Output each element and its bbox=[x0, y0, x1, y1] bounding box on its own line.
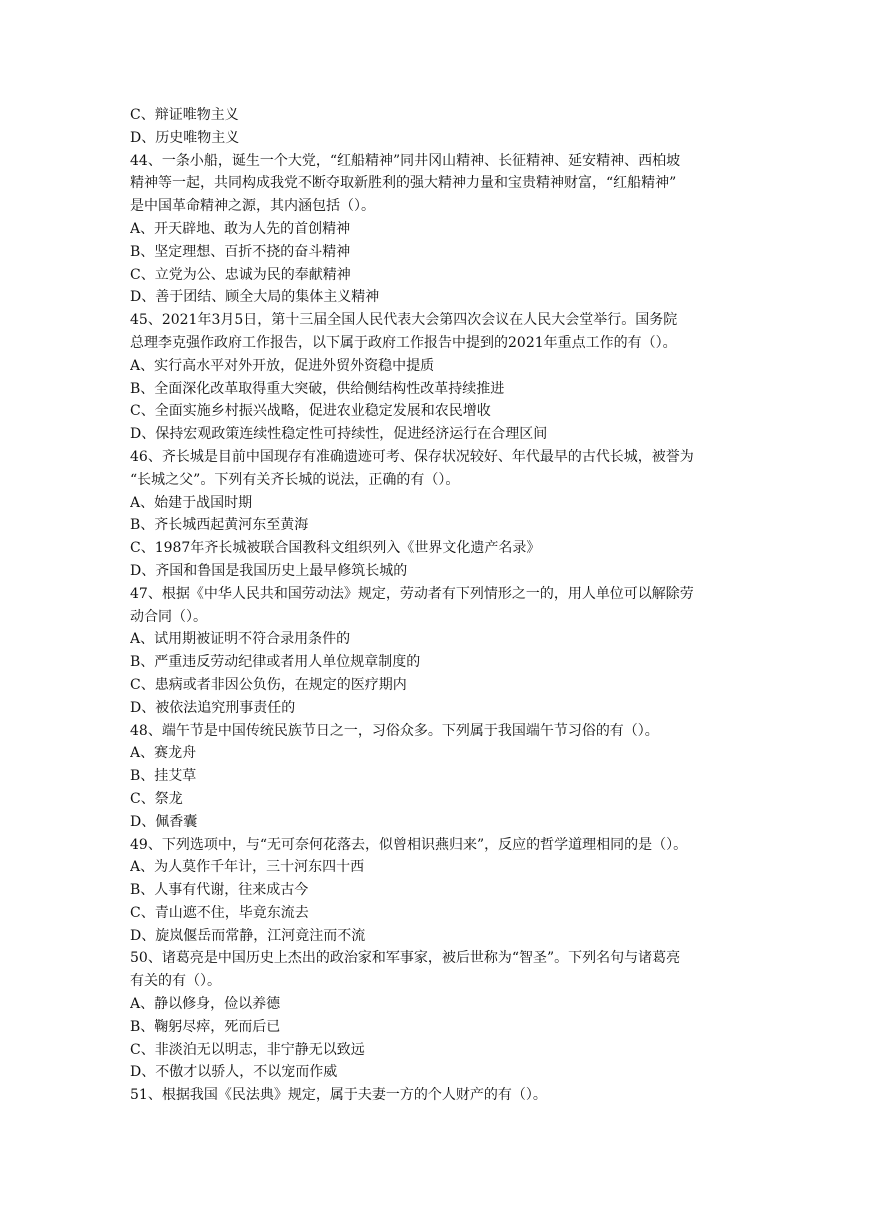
option-line: B、严重违反劳动纪律或者用人单位规章制度的 bbox=[130, 654, 421, 671]
text-line: “长城之父”。下列有关齐长城的说法，正确的有（）。 bbox=[130, 471, 460, 488]
text-line: 动合同（）。 bbox=[130, 608, 207, 625]
text-line: C、辩证唯物主义 bbox=[130, 107, 239, 123]
option-line: C、立党为公、忠诚为民的奉献精神 bbox=[130, 266, 351, 283]
question-46-line: 46、齐长城是目前中国现存有准确遗迹可考、保存状况较好、年代最早的古代长城，被誉为 bbox=[130, 448, 694, 465]
option-line: C、非淡泊无以明志，非宁静无以致远 bbox=[130, 1041, 365, 1058]
option-line: D、不傲才以骄人，不以宠而作威 bbox=[130, 1064, 338, 1081]
text-line: 总理李克强作政府工作报告，以下属于政府工作报告中提到的2021年重点工作的有（）。 bbox=[130, 334, 677, 351]
question-48-line: 48、端午节是中国传统民族节日之一，习俗众多。下列属于我国端午节习俗的有（）。 bbox=[130, 722, 659, 739]
option-line: C、青山遮不住，毕竟东流去 bbox=[130, 904, 309, 921]
option-line: B、鞠躬尽瘁，死而后已 bbox=[130, 1018, 281, 1035]
question-49-line: 49、下列选项中，与“无可奈何花落去，似曾相识燕归来”，反应的哲学道理相同的是（）。 bbox=[130, 836, 688, 853]
option-line: D、保持宏观政策连续性稳定性可持续性，促进经济运行在合理区间 bbox=[130, 426, 548, 443]
option-line: A、开天辟地、敢为人先的首创精神 bbox=[130, 220, 351, 237]
text-line: D、历史唯物主义 bbox=[130, 129, 240, 146]
option-line: D、善于团结、顾全大局的集体主义精神 bbox=[130, 289, 380, 306]
question-50-line: 50、诸葛亮是中国历史上杰出的政治家和军事家，被后世称为“智圣”。下列名句与诸葛亮 bbox=[130, 950, 681, 967]
option-line: A、静以修身，俭以养德 bbox=[130, 996, 281, 1013]
option-line: C、患病或者非因公负伤，在规定的医疗期内 bbox=[130, 676, 407, 693]
option-line: A、始建于战国时期 bbox=[130, 494, 253, 511]
question-47-line: 47、根据《中华人民共和国劳动法》规定，劳动者有下列情形之一的，用人单位可以解除劳 bbox=[130, 585, 694, 602]
option-line: A、试用期被证明不符合录用条件的 bbox=[130, 631, 351, 648]
option-line: B、坚定理想、百折不挠的奋斗精神 bbox=[130, 243, 351, 260]
option-line: B、齐长城西起黄河东至黄海 bbox=[130, 517, 309, 534]
option-line: A、为人莫作千年计，三十河东四十西 bbox=[130, 859, 365, 876]
text-line: 有关的有（）。 bbox=[130, 973, 221, 990]
question-44-line: 44、一条小船，诞生一个大党，“红船精神”同井冈山精神、长征精神、延安精神、西柏坡 bbox=[130, 152, 681, 169]
option-line: B、人事有代谢，往来成古今 bbox=[130, 882, 309, 899]
option-line: D、旋岚偃岳而常静，江河竟注而不流 bbox=[130, 927, 366, 944]
option-line: D、齐国和鲁国是我国历史上最早修筑长城的 bbox=[130, 562, 408, 579]
document-page bbox=[130, 104, 742, 1107]
option-line: B、挂艾草 bbox=[130, 768, 197, 785]
question-51-line: 51、根据我国《民法典》规定，属于夫妻一方的个人财产的有（）。 bbox=[130, 1087, 547, 1104]
option-line: D、佩香囊 bbox=[130, 813, 198, 830]
option-line: C、祭龙 bbox=[130, 790, 183, 807]
option-line: D、被依法追究刑事责任的 bbox=[130, 699, 296, 716]
option-line: C、全面实施乡村振兴战略，促进农业稳定发展和农民增收 bbox=[130, 403, 491, 420]
option-line: B、全面深化改革取得重大突破，供给侧结构性改革持续推进 bbox=[130, 380, 505, 397]
option-line: A、实行高水平对外开放，促进外贸外资稳中提质 bbox=[130, 357, 435, 374]
text-line: 精神等一起，共同构成我党不断夺取新胜利的强大精神力量和宝贵精神财富，“红船精神” bbox=[130, 175, 677, 192]
option-line: A、赛龙舟 bbox=[130, 745, 197, 762]
question-45-line: 45、2021年3月5日，第十三届全国人民代表大会第四次会议在人民大会堂举行。国务院 bbox=[130, 312, 678, 329]
option-line: C、1987年齐长城被联合国教科文组织列入《世界文化遗产名录》 bbox=[130, 540, 541, 557]
text-line: 是中国革命精神之源，其内涵包括（）。 bbox=[130, 198, 375, 215]
